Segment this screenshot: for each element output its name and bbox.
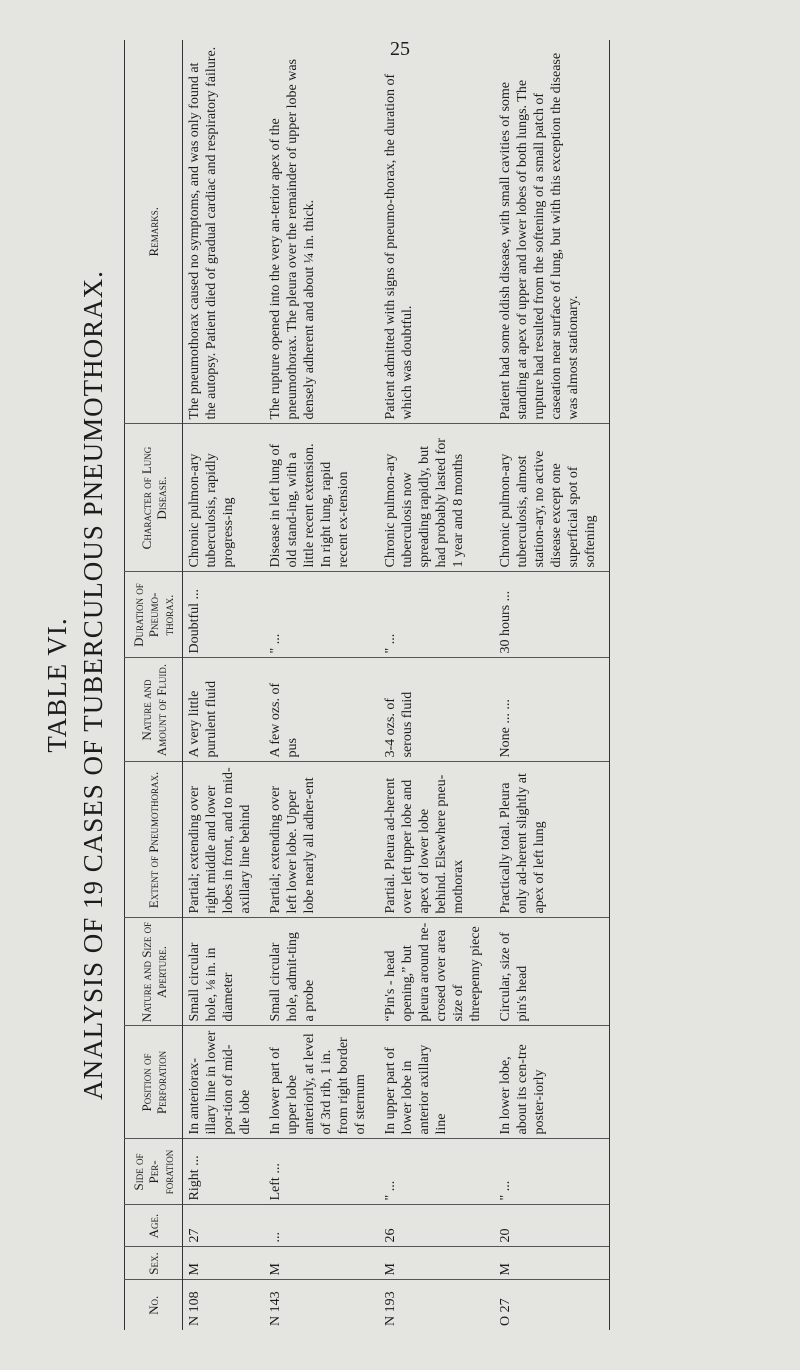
header-character: Character of Lung Disease. bbox=[125, 424, 183, 572]
cases-table bbox=[124, 40, 610, 1330]
cell-duration: 30 hours ... bbox=[494, 572, 610, 658]
cell-extent: Partial; extending over left lower lobe. Upper lobe nearly all adher-ent bbox=[264, 762, 379, 918]
cell-extent: Partial. Pleura ad-herent over left upper lobe and apex of lower lobe behind. Elsewhere pneu-mothorax bbox=[379, 762, 494, 918]
header-fluid: Nature and Amount of Fluid. bbox=[125, 658, 183, 762]
cell-no: N 193 bbox=[379, 1280, 494, 1330]
table-row bbox=[379, 40, 494, 1330]
header-remarks: Remarks. bbox=[125, 40, 183, 424]
rotated-table-container bbox=[40, 40, 760, 1330]
cell-remarks: The pneumothorax caused no symptoms, and was only found at the autopsy. Patient died of gradual cardiac and respiratory failure. bbox=[187, 46, 219, 420]
table-title: TABLE VI. bbox=[42, 617, 72, 753]
header-extent: Extent of Pneumothorax. bbox=[125, 762, 183, 918]
header-age: Age. bbox=[125, 1205, 183, 1247]
header-position: Position of Perforation bbox=[125, 1026, 183, 1139]
cell-position: In lower part of upper lobe anteriorly, at level of 3rd rib, 1 in. from right border of sternum bbox=[264, 1026, 379, 1139]
cell-position: In lower lobe, about its cen-tre poster-iorly bbox=[494, 1026, 610, 1139]
header-row bbox=[125, 40, 183, 1330]
cell-sex: M bbox=[494, 1247, 610, 1280]
cell-extent: Practically total. Pleura only ad-herent slightly at apex of left lung bbox=[494, 762, 610, 918]
cell-character: Chronic pulmon-ary tuberculosis, rapidly progress-ing bbox=[183, 424, 265, 572]
cell-aperture: Small circular hole, ⅛ in. in diameter bbox=[183, 918, 265, 1026]
table-row bbox=[264, 40, 379, 1330]
cell-age: 27 bbox=[183, 1205, 265, 1247]
cell-extent: Partial; extending over right middle and lower lobes in front, and to mid-axillary line behind bbox=[183, 762, 265, 918]
cell-no: N 143 bbox=[264, 1280, 379, 1330]
cell-duration: Doubtful ... bbox=[183, 572, 265, 658]
cell-fluid: A very little purulent fluid bbox=[183, 658, 265, 762]
header-sex: Sex. bbox=[125, 1247, 183, 1280]
header-aperture: Nature and Size of Aperture. bbox=[125, 918, 183, 1026]
cell-sex: M bbox=[379, 1247, 494, 1280]
cell-duration: " ... bbox=[264, 572, 379, 658]
cell-fluid: A few ozs. of pus bbox=[264, 658, 379, 762]
cell-side: " ... bbox=[379, 1139, 494, 1205]
cell-aperture: “Pin's - head opening,” but pleura around ne-crosed over area size of threepenny piece bbox=[379, 918, 494, 1026]
page-number: 25 bbox=[390, 38, 410, 60]
cell-fluid: None ... ... bbox=[494, 658, 610, 762]
cell-sex: M bbox=[183, 1247, 265, 1280]
cell-side: " ... bbox=[494, 1139, 610, 1205]
cell-character: Chronic pulmon-ary tuberculosis now spreading rapidly, but had probably lasted for 1 year and 8 months bbox=[379, 424, 494, 572]
table-row bbox=[183, 40, 265, 1330]
header-no: No. bbox=[125, 1280, 183, 1330]
cell-position: In anteriorax-illary line in lower por-tion of mid-dle lobe bbox=[183, 1026, 265, 1139]
cell-duration: " ... bbox=[379, 572, 494, 658]
cell-age: 20 bbox=[494, 1205, 610, 1247]
cell-position: In upper part of lower lobe in anterior axillary line bbox=[379, 1026, 494, 1139]
cell-side: Right ... bbox=[183, 1139, 265, 1205]
cell-no: O 27 bbox=[494, 1280, 610, 1330]
cell-sex: M bbox=[264, 1247, 379, 1280]
cell-aperture: Circular, size of pin's head bbox=[494, 918, 610, 1026]
cell-character: Chronic pulmon-ary tuberculosis, almost station-ary, no active disease except one superficial spot of softening bbox=[494, 424, 610, 572]
cell-side: Left ... bbox=[264, 1139, 379, 1205]
cell-fluid: 3-4 ozs. of serous fluid bbox=[379, 658, 494, 762]
cell-age: 26 bbox=[379, 1205, 494, 1247]
cell-remarks: Patient admitted with signs of pneumo-thorax, the duration of which was doubtful. bbox=[383, 73, 415, 420]
cell-age: ... bbox=[264, 1205, 379, 1247]
cell-remarks: Patient had some oldish disease, with small cavities of some standing at apex of upper and lower lobes of both lungs. The rupture had resulted from the softening of a small patch of caseation near surface of lung, but with this exception the disease was almost stationary. bbox=[494, 40, 610, 424]
cell-aperture: Small circular hole, admit-ting a probe bbox=[264, 918, 379, 1026]
table-subtitle: ANALYSIS OF 19 CASES OF TUBERCULOUS PNEUMOTHORAX. bbox=[78, 270, 108, 1100]
header-duration: Duration of Pneumo-thorax. bbox=[125, 572, 183, 658]
cell-remarks: The rupture opened into the very an-terior apex of the pneumothorax. The pleura over the remainder of upper lobe was densely adherent and about ¼ in. thick. bbox=[268, 59, 317, 420]
table-row bbox=[494, 40, 610, 1330]
cell-no: N 108 bbox=[183, 1280, 265, 1330]
cell-character: Disease in left lung of old stand-ing, with a little recent extension. In right lung, rapid recent ex-tension bbox=[264, 424, 379, 572]
header-side: Side of Per-foration bbox=[125, 1139, 183, 1205]
